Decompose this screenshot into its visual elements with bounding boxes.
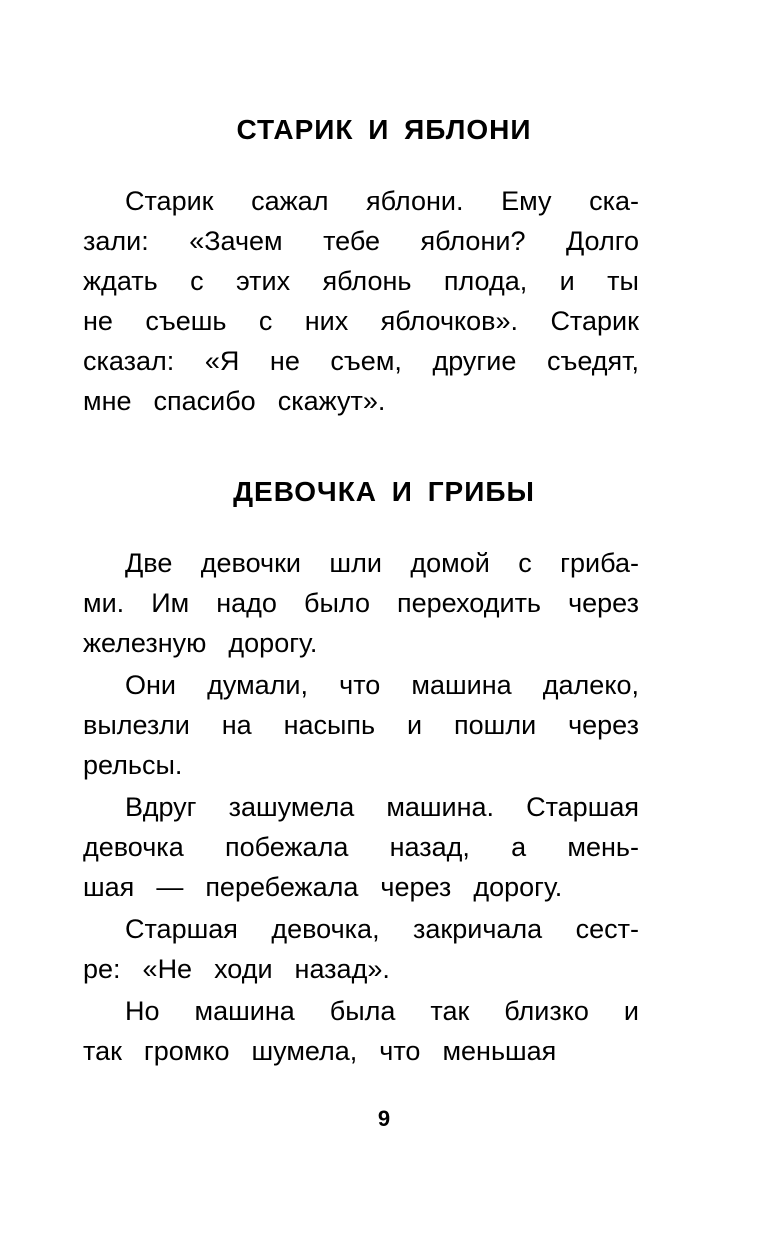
text-line: железную дорогу. [83,628,318,658]
text-line: не съешь с них яблочков». Старик [83,306,639,336]
text-line: Старик сажал яблони. Ему ска- [125,186,639,216]
text-line: сказал: «Я не съем, другие съедят, [83,346,639,376]
text-line: ми. Им надо было переходить через [83,588,639,618]
text-line: Старшая девочка, закричала сест- [125,914,639,944]
text-line: Они думали, что машина далеко, [125,670,639,700]
text-line: ждать с этих яблонь плода, и ты [83,266,639,296]
story-title-1: СТАРИК И ЯБЛОНИ [236,114,532,145]
text-line: Но машина была так близко и [125,996,639,1026]
text-line: так громко шумела, что меньшая [83,1036,557,1066]
text-line: вылезли на насыпь и пошли через [83,710,639,740]
text-line: Вдруг зашумела машина. Старшая [125,792,639,822]
story-text-1 [83,181,639,421]
text-line: рельсы. [83,750,183,780]
story-text-2 [83,543,639,1071]
text-line: девочка побежала назад, а мень- [83,832,639,862]
text-line: ре: «Не ходи назад». [83,954,390,984]
text-line: Две девочки шли домой с гриба- [125,548,639,578]
page-number: 9 [377,1106,391,1131]
story-title-2: ДЕВОЧКА И ГРИБЫ [233,476,535,507]
text-line: шая — перебежала через дорогу. [83,872,563,902]
text-line: мне спасибо скажут». [83,386,386,416]
text-line: зали: «Зачем тебе яблони? Долго [83,226,639,256]
